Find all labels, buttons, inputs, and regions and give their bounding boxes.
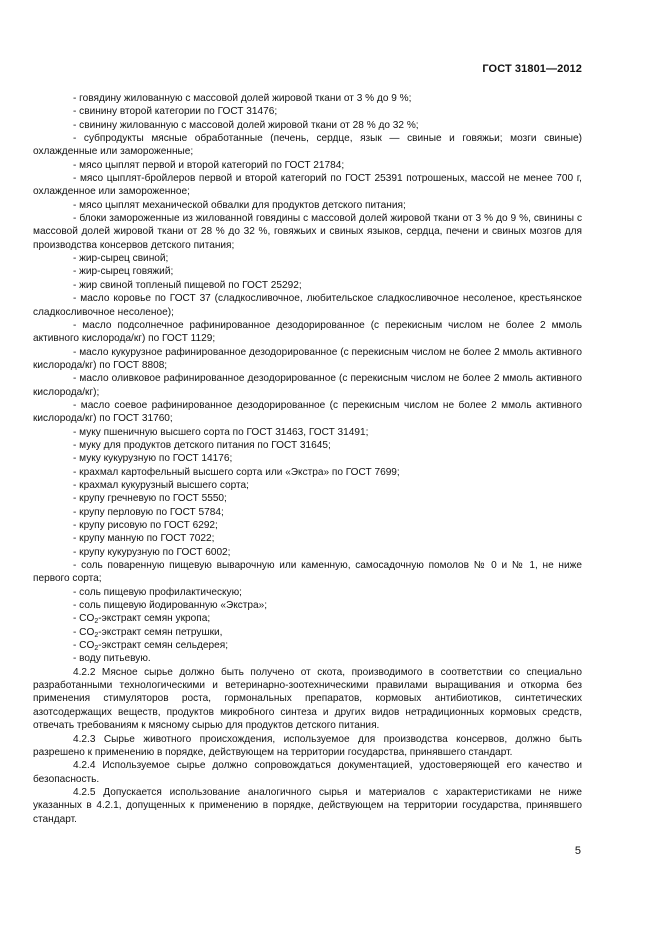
list-item: - соль поваренную пищевую выварочную или каменную, самосадочную помолов № 0 и № 1, не ниже первого сорта; xyxy=(33,560,582,585)
page-number: 5 xyxy=(574,845,581,857)
list-item: - муку кукурузную по ГОСТ 14176; xyxy=(73,453,233,465)
list-item: - крахмал картофельный высшего сорта или «Экстра» по ГОСТ 7699; xyxy=(73,466,400,478)
standard-header: ГОСТ 31801—2012 xyxy=(482,63,582,75)
list-item: - масло соевое рафинированное дезодорированное (с перекисным числом не более 2 ммоль активного кислорода/кг) по ГОСТ 31760; xyxy=(33,399,582,425)
list-item: - масло подсолнечное рафинированное дезодорированное (с перекисным числом не более 2 ммоль активного кислорода/кг) по ГОСТ 1129; xyxy=(33,319,582,345)
list-item: - говядину жилованную с массовой долей жировой ткани от 3 % до 9 %; xyxy=(73,93,412,104)
list-item: - жир свиной топленый пищевой по ГОСТ 25292; xyxy=(73,279,302,291)
list-item: - воду питьевую. xyxy=(73,653,151,665)
co2-prefix: - CO xyxy=(73,626,95,638)
clause-4-2-4: 4.2.4 Используемое сырье должно сопровождаться документацией, удостоверяющей его качество и безопасность. xyxy=(33,760,582,785)
list-item-co2 xyxy=(33,612,582,625)
list-item: - мясо цыплят первой и второй категорий по ГОСТ 21784; xyxy=(73,159,345,171)
list-item: - жир-сырец говяжий; xyxy=(73,266,174,278)
list-item: - крупу рисовую по ГОСТ 6292; xyxy=(73,520,218,531)
clause-4-2-5: 4.2.5 Допускается использование аналогичного сырья и материалов с характеристиками не ниже указанных в 4.2.1, допущенных к применению в порядке, действующем на территории государства, принявшего стандарт. xyxy=(33,786,582,825)
clause-4-2-2: 4.2.2 Мясное сырье должно быть получено от скота, производимого в соответствии со специально разработанными технологическими и ветеринарно-зоотехническими правилами выращивания и откорма без применения стимуляторов роста, гормональных препаратов, кормовых антибиотиков, синтетических азотсодержащих веществ, продуктов микробного синтеза и других видов нетрадиционных кормовых средств, отвечать требованиям к мясному сырью для продуктов детского питания. xyxy=(33,666,582,732)
co2-subscript: 2 xyxy=(94,618,99,626)
list-item-co2 xyxy=(33,626,582,639)
co2-prefix: - CO xyxy=(73,640,95,652)
list-item: - муку пшеничную высшего сорта по ГОСТ 31463, ГОСТ 31491; xyxy=(73,426,369,438)
list-item: - субпродукты мясные обработанные (печень, сердце, язык — свиные и говяжьи; мозги свиные) охлажденные или замороженные; xyxy=(33,133,582,158)
co2-rest: -экстракт семян сельдерея; xyxy=(98,640,229,652)
clause-4-2-3: 4.2.3 Сырье животного происхождения, используемое для производства консервов, должно быть разрешено к применению в порядке, действующем на территории государства, принявшего стандарт. xyxy=(33,733,582,758)
list-item: - муку для продуктов детского питания по ГОСТ 31645; xyxy=(73,439,331,451)
co2-subscript: 2 xyxy=(94,645,99,653)
list-item: - соль пищевую йодированную «Экстра»; xyxy=(73,600,268,612)
co2-prefix: - CO xyxy=(73,613,95,625)
list-item: - мясо цыплят механической обвалки для продуктов детского питания; xyxy=(73,199,406,211)
list-item: - крупу кукурузную по ГОСТ 6002; xyxy=(73,546,231,558)
list-item: - крупу перловую по ГОСТ 5784; xyxy=(73,506,224,518)
list-item: - масло оливковое рафинированное дезодорированное (с перекисным числом не более 2 ммоль активного кислорода/кг); xyxy=(33,373,582,398)
list-item: - свинину жилованную с массовой долей жировой ткани от 28 % до 32 %; xyxy=(73,119,419,131)
list-item: - крупу гречневую по ГОСТ 5550; xyxy=(73,493,227,505)
list-item: - крупу манную по ГОСТ 7022; xyxy=(73,533,215,545)
list-item: - жир-сырец свиной; xyxy=(73,253,169,265)
co2-subscript: 2 xyxy=(94,631,99,639)
list-item: - масло коровье по ГОСТ 37 (сладкосливочное, любительское сладкосливочное несоленое, крестьянское сладкосливочное несоленое); xyxy=(33,293,582,318)
list-item: - свинину второй категории по ГОСТ 31476; xyxy=(73,106,278,118)
list-item: - соль пищевую профилактическую; xyxy=(73,586,242,598)
list-item: - крахмал кукурузный высшего сорта; xyxy=(73,479,249,491)
list-item: - масло кукурузное рафинированное дезодорированное (с перекисным числом не более 2 ммоль активного кислорода/кг) по ГОСТ 8808; xyxy=(33,346,582,371)
list-item: - блоки замороженные из жилованной говядины с массовой долей жировой ткани от 3 % до 9 %, свинины с массовой долей жировой ткани от 28 % до 32 %, говяжьих и свиных языков, сердца, печени и свиных мозгов для производства консервов детского питания; xyxy=(33,213,582,251)
list-item-co2 xyxy=(33,639,582,652)
co2-rest: -экстракт семян петрушки, xyxy=(98,626,223,638)
document-body xyxy=(33,92,582,826)
list-item: - мясо цыплят-бройлеров первой и второй категорий по ГОСТ 25391 потрошеных, массой не менее 700 г, охлажденное или замороженное; xyxy=(33,173,582,198)
co2-rest: -экстракт семян укропа; xyxy=(98,613,211,625)
